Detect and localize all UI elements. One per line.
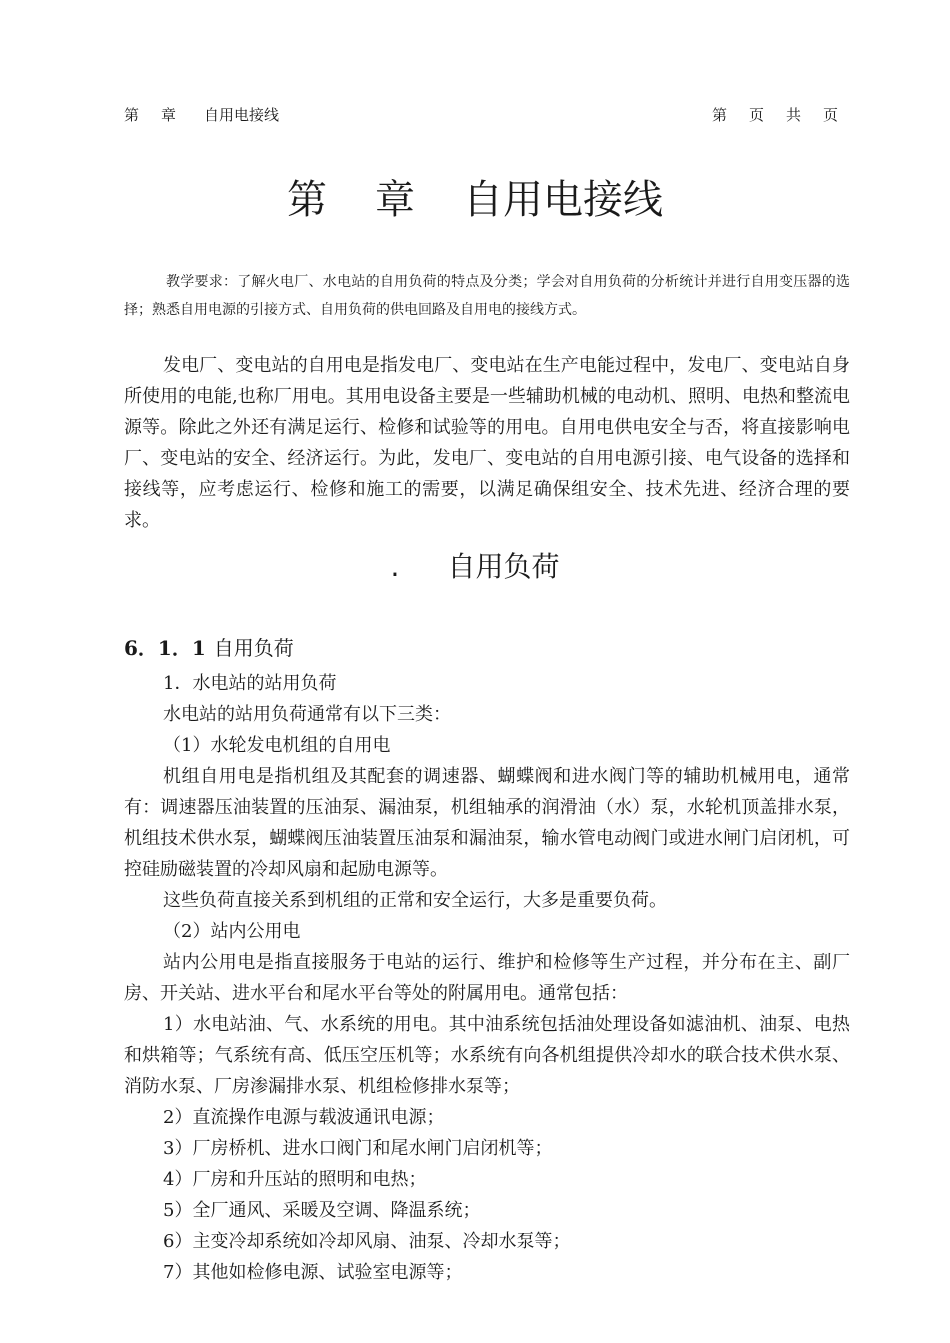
chapter-prefix: 第 xyxy=(287,177,327,223)
paragraph: 7）其他如检修电源、试验室电源等； xyxy=(163,1262,463,1283)
paragraph: 机组自用电是指机组及其配套的调速器、蝴蝶阀和进水阀门等的辅助机械用电，通常有：调速器压油装置的压油泵、漏油泵，机组轴承的润滑油（水）泵，水轮机顶盖排水泵，机组技术供水泵，蝴蝶阀压油装置压油泵和漏油泵，输水管电动阀门或进水闸门启闭机，可控硅励磁装置的冷却风扇和起励电源等。 xyxy=(124,766,850,880)
header-chapter-title: 自用电接线 xyxy=(204,106,280,124)
chapter-suffix: 章 xyxy=(375,177,415,223)
running-header-right xyxy=(712,104,838,125)
section-title xyxy=(0,545,950,585)
header-page-prefix: 第 xyxy=(711,106,727,124)
section-name: 自用负荷 xyxy=(447,550,560,583)
chapter-title xyxy=(0,168,950,225)
chapter-name: 自用电接线 xyxy=(463,177,663,223)
header-total-suffix: 页 xyxy=(822,106,838,124)
running-header-left xyxy=(124,104,279,125)
teaching-requirement: 教学要求：了解火电厂、水电站的自用负荷的特点及分类；学会对自用负荷的分析统计并进行自用变压器的选择；熟悉自用电源的引接方式、自用负荷的供电回路及自用电的接线方式。 xyxy=(124,274,850,318)
paragraph: 5）全厂通风、采暖及空调、降温系统； xyxy=(163,1200,481,1221)
subsection-title xyxy=(124,632,294,661)
paragraph: 1）水电站油、气、水系统的用电。其中油系统包括油处理设备如滤油机、油泵、电热和烘箱等；气系统有高、低压空压机等；水系统有向各机组提供冷却水的联合技术供水泵、消防水泵、厂房渗漏排水泵、机组检修排水泵等； xyxy=(124,1014,850,1097)
subsection-number: 6．1．1 xyxy=(124,636,206,660)
intro-paragraph: 发电厂、变电站的自用电是指发电厂、变电站在生产电能过程中，发电厂、变电站自身所使用的电能,也称厂用电。其用电设备主要是一些辅助机械的电动机、照明、电热和整流电源等。除此之外还有满足运行、检修和试验等的用电。自用电供电安全与否，将直接影响电厂、变电站的安全、经济运行。为此，发电厂、变电站的自用电源引接、电气设备的选择和接线等，应考虑运行、检修和施工的需要，以满足确保组安全、技术先进、经济合理的要求。 xyxy=(124,355,850,531)
paragraph: 1．水电站的站用负荷 xyxy=(163,673,337,694)
paragraph: 6）主变冷却系统如冷却风扇、油泵、冷却水泵等； xyxy=(163,1231,571,1252)
section-number: . xyxy=(390,550,400,583)
paragraph: （2）站内公用电 xyxy=(163,921,301,942)
header-total-prefix: 共 xyxy=(785,106,801,124)
paragraph: 4）厂房和升压站的照明和电热； xyxy=(163,1169,427,1190)
paragraph: 站内公用电是指直接服务于电站的运行、维护和检修等生产过程，并分布在主、副厂房、开关站、进水平台和尾水平台等处的附属用电。通常包括： xyxy=(124,952,850,1004)
header-chapter-suffix: 章 xyxy=(161,106,177,124)
paragraph: （1）水轮发电机组的自用电 xyxy=(163,735,391,756)
paragraph: 2）直流操作电源与载波通讯电源； xyxy=(163,1107,445,1128)
header-page-suffix: 页 xyxy=(748,106,764,124)
body-text xyxy=(124,668,850,1288)
paragraph: 3）厂房桥机、进水口阀门和尾水闸门启闭机等； xyxy=(163,1138,553,1159)
header-chapter-prefix: 第 xyxy=(124,106,140,124)
paragraph: 水电站的站用负荷通常有以下三类： xyxy=(163,704,451,725)
paragraph: 这些负荷直接关系到机组的正常和安全运行，大多是重要负荷。 xyxy=(163,890,667,911)
subsection-name: 自用负荷 xyxy=(213,636,294,660)
